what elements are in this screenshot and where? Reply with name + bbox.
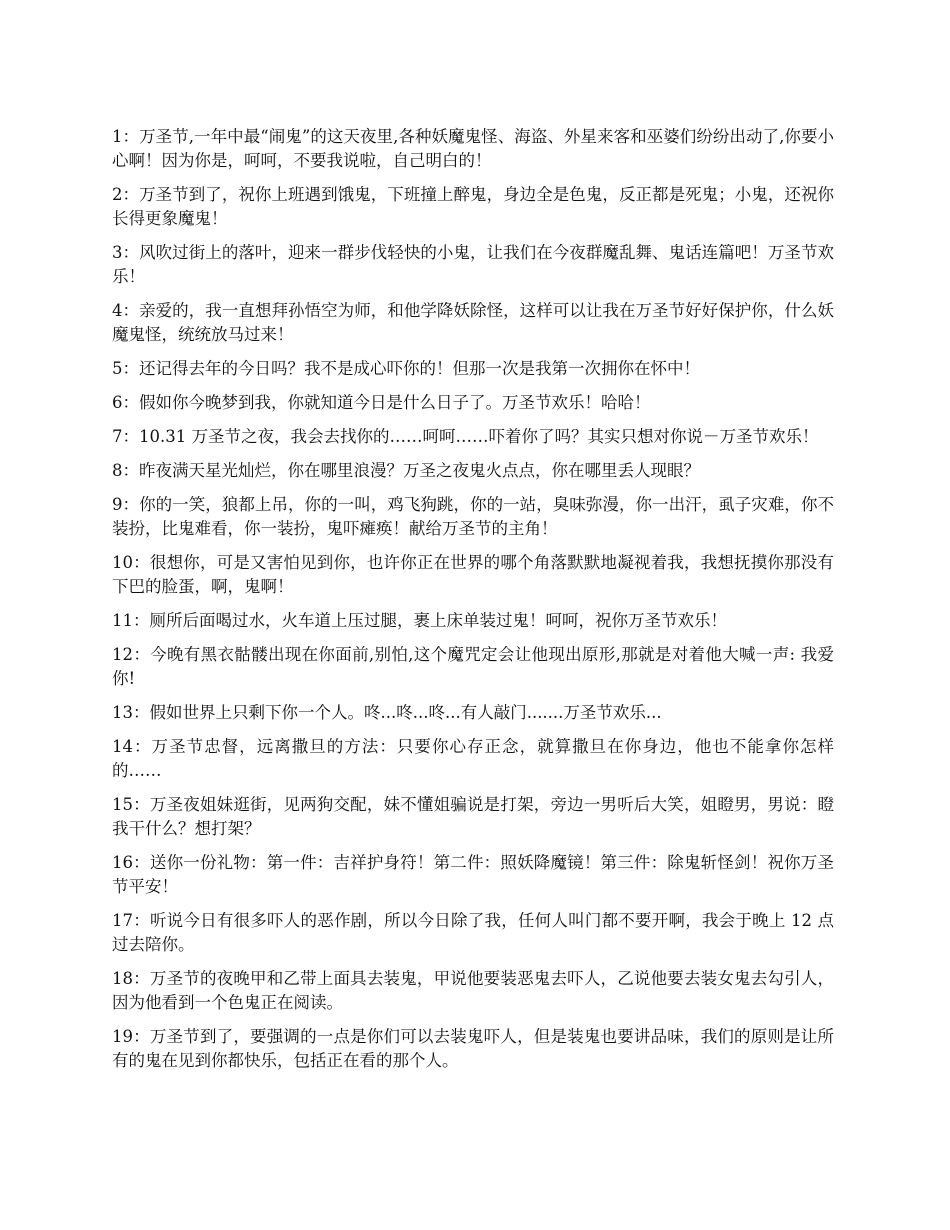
list-item: 9：你的一笑，狼都上吊，你的一叫，鸡飞狗跳，你的一站，臭味弥漫，你一出汗，虱子灾难，你不装扮，比鬼难看，你一装扮，鬼吓瘫痪！献给万圣节的主角！ bbox=[112, 495, 834, 538]
list-item: 7：10.31 万圣节之夜，我会去找你的……呵呵……吓着你了吗？其实只想对你说－万圣节欢乐！ bbox=[112, 427, 819, 446]
document-body bbox=[112, 125, 834, 1083]
list-item: 19：万圣节到了，要强调的一点是你们可以去装鬼吓人，但是装鬼也要讲品味，我们的原则是让所有的鬼在见到你都快乐，包括正在看的那个人。 bbox=[112, 1027, 834, 1070]
list-item: 16：送你一份礼物：第一件：吉祥护身符！第二件：照妖降魔镜！第三件：除鬼斩怪剑！祝你万圣节平安！ bbox=[112, 853, 834, 896]
list-item: 2：万圣节到了，祝你上班遇到饿鬼，下班撞上醉鬼，身边全是色鬼，反正都是死鬼；小鬼，还祝你长得更象魔鬼！ bbox=[112, 185, 834, 228]
list-item: 8：昨夜满天星光灿烂，你在哪里浪漫？万圣之夜鬼火点点，你在哪里丢人现眼？ bbox=[112, 461, 700, 480]
list-item: 11：厕所后面喝过水，火车道上压过腿，裹上床单装过鬼！呵呵，祝你万圣节欢乐！ bbox=[112, 611, 727, 630]
list-item: 15：万圣夜姐妹逛街，见两狗交配，妹不懂姐骗说是打架，旁边一男听后大笑，姐瞪男，男说：瞪我干什么？想打架？ bbox=[112, 795, 834, 838]
list-item: 18：万圣节的夜晚甲和乙带上面具去装鬼，甲说他要装恶鬼去吓人，乙说他要去装女鬼去勾引人，因为他看到一个色鬼正在阅读。 bbox=[112, 969, 834, 1012]
list-item: 6：假如你今晚梦到我，你就知道今日是什么日子了。万圣节欢乐！哈哈！ bbox=[112, 393, 651, 412]
list-item: 13：假如世界上只剩下你一个人。咚...咚...咚...有人敲门.......万圣节欢乐... bbox=[112, 703, 662, 722]
list-item: 14：万圣节忠督，远离撒旦的方法：只要你心存正念，就算撒旦在你身边，他也不能拿你怎样的…… bbox=[112, 737, 834, 780]
list-item: 12：今晚有黑衣骷髅出现在你面前,别怕,这个魔咒定会让他现出原形,那就是对着他大喊一声: 我爱你! bbox=[112, 645, 834, 688]
list-item: 17：听说今日有很多吓人的恶作剧，所以今日除了我，任何人叫门都不要开啊，我会于晚上 12 点过去陪你。 bbox=[112, 911, 834, 954]
list-item: 4：亲爱的，我一直想拜孙悟空为师，和他学降妖除怪，这样可以让我在万圣节好好保护你，什么妖魔鬼怪，统统放马过来！ bbox=[112, 301, 834, 344]
list-item: 5：还记得去年的今日吗？我不是成心吓你的！但那一次是我第一次拥你在怀中！ bbox=[112, 359, 700, 378]
list-item: 10：很想你，可是又害怕见到你，也许你正在世界的哪个角落默默地凝视着我，我想抚摸你那没有下巴的脸蛋，啊，鬼啊！ bbox=[112, 553, 834, 596]
list-item: 3：风吹过街上的落叶，迎来一群步伐轻快的小鬼，让我们在今夜群魔乱舞、鬼话连篇吧！万圣节欢乐！ bbox=[112, 243, 834, 286]
list-item: 1：万圣节,一年中最“闹鬼”的这天夜里,各种妖魔鬼怪、海盗、外星来客和巫婆们纷纷出动了,你要小心啊！因为你是，呵呵，不要我说啦，自己明白的！ bbox=[112, 127, 834, 170]
